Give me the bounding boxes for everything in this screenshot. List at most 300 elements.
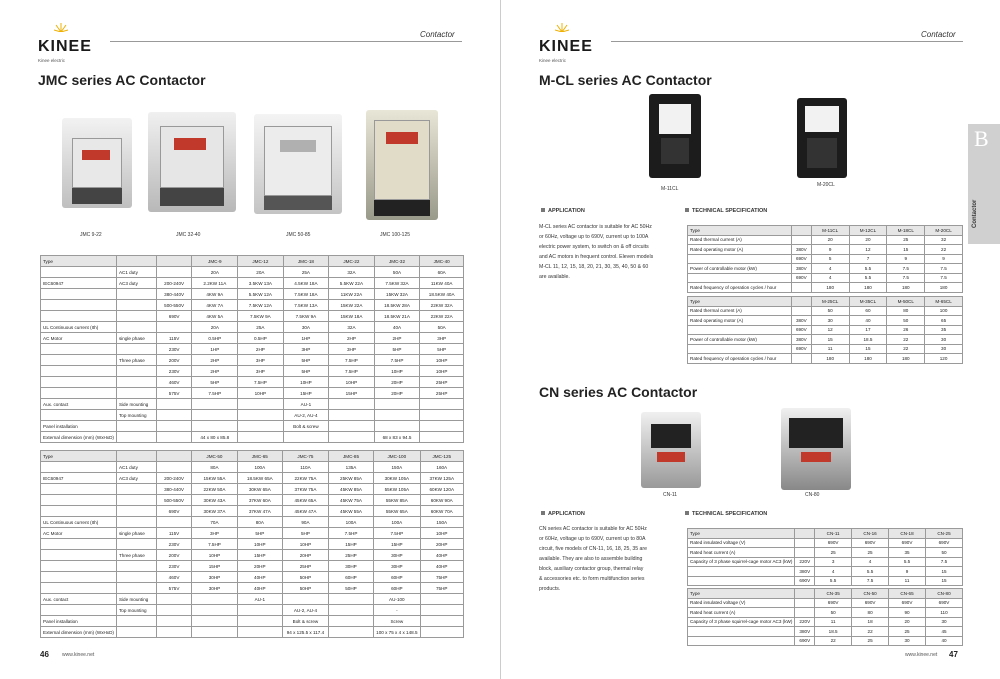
cn-table1-cell: Capacity of 3 phase squirrel-cage motor AC3 (kW) — [688, 557, 795, 567]
jmc-table2-cell — [192, 605, 237, 616]
jmc-table2-cell — [41, 572, 117, 583]
jmc-table2-row — [41, 451, 464, 462]
mcl-table1-cell: 20 — [849, 235, 887, 245]
jmc-table2-cell: 45KW 65A — [283, 495, 329, 506]
jmc-table1-cell: 4.5KW 18A — [283, 278, 329, 289]
cn-table2-cell: 90 — [889, 608, 926, 618]
product-photo-cn11 — [641, 412, 701, 488]
jmc-table1-cell: 2HP — [192, 366, 238, 377]
jmc-table2-cell: 30HP — [374, 561, 420, 572]
cn-table2-row — [688, 627, 963, 637]
jmc-table2-cell — [116, 583, 156, 594]
jmc-table2-cell: 20HP — [420, 539, 463, 550]
cn-table1-cell: 7.5 — [926, 557, 963, 567]
cn-table1-row — [688, 557, 963, 567]
jmc-table1-cell: 30A — [283, 322, 329, 333]
mcl-table2-cell: 65 — [925, 316, 963, 326]
mcl-table1-cell: 5.5 — [849, 264, 887, 274]
jmc-table1-cell: 0.5HP — [192, 333, 238, 344]
jmc-table1-cell — [283, 432, 329, 443]
jmc-table2-cell: 60HP — [374, 583, 420, 594]
jmc-table2-cell: 15HP — [328, 539, 373, 550]
mcl-table2-row — [688, 325, 963, 335]
mcl-table2-cell: 180 — [887, 354, 925, 364]
jmc-table2-cell — [420, 605, 463, 616]
logo-word: KINEE — [38, 38, 92, 55]
mcl-table2-cell: 30 — [925, 335, 963, 345]
jmc-table2-cell: 55KW 65A — [374, 506, 420, 517]
jmc-table1-cell — [116, 311, 156, 322]
jmc-table2-cell: 45KW 55A — [328, 506, 373, 517]
jmc-table1-cell: 3HP — [238, 366, 283, 377]
cn-table1-cell: 35 — [889, 548, 926, 558]
product-photo-jmc32 — [148, 112, 236, 212]
jmc-table1-cell: 1HP — [192, 344, 238, 355]
jmc-table1-cell — [41, 377, 117, 388]
product-photo-jmc50 — [254, 114, 342, 214]
jmc-table2-cell: 30KW 65A — [237, 484, 282, 495]
jmc-table2-cell: JMC-65 — [237, 451, 282, 462]
jmc-table2-cell: Bolt & screw — [283, 616, 329, 627]
jmc-table2-cell: 380-440V — [156, 484, 192, 495]
mcl-table2-cell: 30 — [811, 316, 849, 326]
jmc-table1-cell: 5.5KW 22A — [329, 278, 374, 289]
jmc-table2-cell: 15HP — [192, 561, 237, 572]
jmc-table1-cell — [156, 421, 192, 432]
jmc-table2-cell — [116, 517, 156, 528]
jmc-table2-cell — [328, 616, 373, 627]
jmc-table2-cell: External dimension (mm) (WxHxD) — [41, 627, 117, 638]
jmc-table1-cell: 10HP — [420, 355, 464, 366]
cn-table1-cell: 25 — [852, 548, 889, 558]
mcl-table1-cell: M-18CL — [887, 226, 925, 236]
cn-spec-table-2 — [687, 588, 963, 646]
jmc-table1-cell: 3HP — [420, 333, 464, 344]
tech-spec-heading-mcl: TECHNICAL SPECIFICATION — [685, 208, 767, 214]
kinee-logo — [38, 16, 108, 62]
jmc-table2-cell: AU-2, AU-4 — [283, 605, 329, 616]
mcl-table2-cell: 26 — [887, 325, 925, 335]
cn-table1-cell: 380V — [795, 567, 815, 577]
jmc-table2-cell: Side mounting — [116, 594, 156, 605]
jmc-table1-cell: 3HP — [283, 344, 329, 355]
jmc-table2-cell: AC3 duty — [116, 473, 156, 484]
mcl-table2-cell: M-65CL — [925, 297, 963, 307]
jmc-table2-cell: 30KW 43A — [192, 495, 237, 506]
jmc-table2-cell: JMC-50 — [192, 451, 237, 462]
jmc-table1-cell — [116, 366, 156, 377]
jmc-table1-cell: 230V — [156, 366, 192, 377]
jmc-table2-cell: 30HP — [192, 572, 237, 583]
mcl-table1-cell: 20 — [811, 235, 849, 245]
cn-table1-cell: CN-25 — [926, 529, 963, 539]
jmc-table2-cell — [192, 627, 237, 638]
cn-table2-cell — [795, 598, 815, 608]
mcl-table1-cell: 180 — [849, 283, 887, 293]
jmc-table2-cell: Screw — [374, 616, 420, 627]
cn-table2-cell: 40 — [926, 636, 963, 646]
jmc-table1-cell: 7.5KW 18A — [283, 289, 329, 300]
jmc-table1-row — [41, 333, 464, 344]
jmc-table2-cell: 22KW 50A — [192, 484, 237, 495]
jmc-table1-cell — [192, 399, 238, 410]
jmc-table1-cell: 7.5KW 12A — [238, 300, 283, 311]
jmc-table1-cell — [41, 311, 117, 322]
cn-table2-cell: 18.5 — [815, 627, 852, 637]
mcl-table2-row — [688, 316, 963, 326]
jmc-table1-cell — [116, 256, 156, 267]
jmc-table2-cell: AU-100 — [374, 594, 420, 605]
jmc-table2-cell: 500-550V — [156, 495, 192, 506]
jmc-table2-cell — [283, 594, 329, 605]
jmc-table2-cell — [420, 627, 463, 638]
jmc-table1-cell: Aux. contact — [41, 399, 117, 410]
mcl-table2-cell — [791, 354, 811, 364]
cn-table1-cell: CN-18 — [889, 529, 926, 539]
cn-table1-cell: 690V — [926, 538, 963, 548]
jmc-table2-cell: 230V — [156, 561, 192, 572]
jmc-table1-cell: JMC-32 — [374, 256, 420, 267]
mcl-table1-cell: 180 — [925, 283, 963, 293]
jmc-table2-row — [41, 605, 464, 616]
jmc-table2-cell: 690V — [156, 506, 192, 517]
jmc-table2-cell: 5HP — [237, 528, 282, 539]
jmc-table1-cell: 15KW 22A — [329, 300, 374, 311]
jmc-table2-cell: 90A — [283, 517, 329, 528]
mcl-table2-row — [688, 335, 963, 345]
jmc-table2-cell: 100A — [374, 517, 420, 528]
mcl-table1-cell: 7.5 — [887, 264, 925, 274]
jmc-table1-cell — [329, 410, 374, 421]
jmc-table1-cell: 22KW 22A — [420, 311, 464, 322]
cn-table2-cell: 380V — [795, 627, 815, 637]
jmc-table2-row — [41, 550, 464, 561]
jmc-table1-cell — [41, 366, 117, 377]
cn-table2-cell: CN-80 — [926, 589, 963, 599]
jmc-table1-cell: 32A — [329, 322, 374, 333]
mcl-table1-cell: 9 — [925, 254, 963, 264]
mcl-table2-cell: Rated frequency of operation cycles / hour — [688, 354, 792, 364]
cn-table2-cell: 20 — [889, 617, 926, 627]
jmc-table1-cell: 5HP — [283, 366, 329, 377]
jmc-table2-cell: 575V — [156, 583, 192, 594]
jmc-table1-cell: Three phase — [116, 355, 156, 366]
jmc-table2-cell: 5HP — [283, 528, 329, 539]
mcl-spec-table-2 — [687, 296, 963, 364]
jmc-table2-cell — [328, 594, 373, 605]
jmc-table1-row — [41, 289, 464, 300]
jmc-table1-cell: AC3 duty — [116, 278, 156, 289]
mcl-table2-row — [688, 344, 963, 354]
mcl-table1-cell — [791, 226, 811, 236]
jmc-table1-cell: 7.5HP — [238, 377, 283, 388]
mcl-table2-cell: 15 — [811, 335, 849, 345]
jmc-table1-cell: single phase — [116, 333, 156, 344]
jmc-table1-cell — [116, 344, 156, 355]
jmc-table1-cell — [238, 421, 283, 432]
section-letter: B — [974, 126, 989, 151]
jmc-table1-cell: UL Continuous current (Ith) — [41, 322, 117, 333]
cn-table2-row — [688, 617, 963, 627]
jmc-table2-row — [41, 495, 464, 506]
jmc-table2-cell: 200V — [156, 550, 192, 561]
jmc-table1-row — [41, 300, 464, 311]
jmc-table1-cell: 2HP — [374, 333, 420, 344]
mcl-table2-cell: 15 — [849, 344, 887, 354]
jmc-table1-row — [41, 256, 464, 267]
jmc-table1-cell: 25HP — [420, 377, 464, 388]
jmc-table2-cell: 55KW 85A — [374, 495, 420, 506]
jmc-table2-row — [41, 506, 464, 517]
jmc-table1-cell — [374, 399, 420, 410]
jmc-table1-cell: 7.5HP — [329, 355, 374, 366]
jmc-table2-cell — [328, 627, 373, 638]
jmc-table1-cell — [420, 432, 464, 443]
jmc-table2-cell: 15HP — [374, 539, 420, 550]
jmc-table2-cell — [237, 627, 282, 638]
page-number-left: 46 — [40, 650, 49, 659]
jmc-table1-cell: 7.5KW 13A — [283, 300, 329, 311]
cn-table2-row — [688, 598, 963, 608]
jmc-table2-cell — [156, 616, 192, 627]
cn-table2-row — [688, 636, 963, 646]
jmc-table1-row — [41, 399, 464, 410]
jmc-table1-row — [41, 377, 464, 388]
jmc-table2-cell: 7.5HP — [328, 528, 373, 539]
mcl-table1-cell: M-20CL — [925, 226, 963, 236]
cn-table1-cell: Rated insulated voltage (V) — [688, 538, 795, 548]
jmc-table1-cell: JMC-18 — [283, 256, 329, 267]
cn-table1-row — [688, 538, 963, 548]
jmc-table2-cell: 10HP — [283, 539, 329, 550]
jmc-table1-cell — [41, 355, 117, 366]
caption-cn80: CN-80 — [805, 492, 820, 498]
mcl-spec-table-1 — [687, 225, 963, 293]
jmc-table2-row — [41, 572, 464, 583]
jmc-table2-cell — [116, 539, 156, 550]
jmc-table2-cell: 50HP — [328, 583, 373, 594]
jmc-table1-cell: 2.2KW 11A — [192, 278, 238, 289]
jmc-table2-cell: 37KW 60A — [237, 495, 282, 506]
jmc-table2-cell: 30KW 37A — [192, 506, 237, 517]
jmc-table2-cell: 150A — [420, 517, 463, 528]
application-text-cn: CN series AC contactor is suitable for AC 50Hz or 60Hz, voltage up to 690V, current up to 80A circuit, five models of CN-11, 16, 18, 25, 35 are available. They are also to assemble building block, auxiliary contactor group, thermal relay & accessories etc. to form multifunction series products. — [539, 526, 648, 592]
jmc-spec-table-1 — [40, 255, 464, 443]
jmc-table1-cell: 60A — [420, 267, 464, 278]
mcl-table1-cell: 7 — [849, 254, 887, 264]
jmc-table1-cell — [238, 410, 283, 421]
jmc-table1-cell — [41, 344, 117, 355]
mcl-table1-cell: 9 — [811, 245, 849, 255]
jmc-table1-cell — [41, 289, 117, 300]
jmc-table1-cell: 15KW 32A — [374, 289, 420, 300]
jmc-table1-cell: 7.5KW 32A — [374, 278, 420, 289]
jmc-table1-cell: 7.5HP — [374, 355, 420, 366]
jmc-table1-cell: 4KW 7A — [192, 300, 238, 311]
jmc-table2-cell — [41, 484, 117, 495]
jmc-table1-cell: 0.5HP — [238, 333, 283, 344]
jmc-table2-row — [41, 594, 464, 605]
jmc-table2-cell: 45KW 47A — [283, 506, 329, 517]
header-section: Contactor — [420, 30, 455, 39]
jmc-table1-cell: 20A — [238, 267, 283, 278]
mcl-table2-cell: 60 — [849, 306, 887, 316]
tech-spec-heading-cn: TECHNICAL SPECIFICATION — [685, 511, 767, 517]
jmc-table2-cell — [192, 594, 237, 605]
cn-table2-row — [688, 589, 963, 599]
jmc-table1-cell: 5.5KW 12A — [238, 289, 283, 300]
footer-url-right: www.kinee.net — [905, 652, 938, 658]
header-section: Contactor — [921, 30, 956, 39]
jmc-table1-cell: AC Motor — [41, 333, 117, 344]
jmc-table1-cell: 7.5HP — [192, 388, 238, 399]
jmc-table1-cell — [156, 410, 192, 421]
jmc-table1-cell: AU-2, AU-4 — [283, 410, 329, 421]
jmc-table2-cell — [116, 495, 156, 506]
cn-table1-cell: 11 — [889, 576, 926, 586]
jmc-table2-row — [41, 627, 464, 638]
jmc-table2-cell: 37KW 75A — [283, 484, 329, 495]
cn-table1-cell: 690V — [889, 538, 926, 548]
cn-table1-cell — [688, 567, 795, 577]
mcl-table1-cell: M-12CL — [849, 226, 887, 236]
jmc-table2-cell — [420, 616, 463, 627]
logo-subtitle: Kinee electric — [539, 58, 567, 63]
jmc-table1-cell — [156, 256, 192, 267]
jmc-table1-cell: Side mounting — [116, 399, 156, 410]
section-tab-label: Contactor — [972, 199, 978, 228]
jmc-table2-cell — [156, 462, 192, 473]
application-text-mcl: M-CL series AC contactor is suitable for AC 50Hz or 60Hz, voltage up to 690V, current up to 100A electric power system, to switch on & off circuits and AC motors in frequent control. Eleven models M-CL 11, 12, 15, 18, 20, 21, 30, 35, 40, 50 & 60 are available. — [539, 224, 654, 280]
jmc-table2-cell: 75HP — [420, 583, 463, 594]
logo-subtitle: Kinee electric — [38, 58, 66, 63]
mcl-table2-cell: 22 — [887, 335, 925, 345]
cn-table1-row — [688, 529, 963, 539]
cn-table2-cell — [795, 608, 815, 618]
jmc-table2-cell — [156, 451, 192, 462]
jmc-table2-cell: AC1 duty — [116, 462, 156, 473]
product-photo-m20cl — [797, 98, 847, 178]
jmc-table2-cell: 50HP — [283, 572, 329, 583]
jmc-table2-cell: 230V — [156, 539, 192, 550]
jmc-table1-cell — [192, 421, 238, 432]
jmc-table2-cell: 80A — [237, 517, 282, 528]
mcl-table1-cell — [791, 283, 811, 293]
mcl-table1-row — [688, 264, 963, 274]
jmc-table2-cell: Aux. contact — [41, 594, 117, 605]
jmc-table2-cell: JMC-75 — [283, 451, 329, 462]
mcl-table1-cell: 12 — [849, 245, 887, 255]
jmc-table2-cell: 94 x 125.5 x 117.4 — [283, 627, 329, 638]
jmc-table1-row — [41, 388, 464, 399]
mcl-table2-cell — [688, 344, 792, 354]
jmc-table2-cell — [116, 506, 156, 517]
mcl-table1-cell: 690V — [791, 273, 811, 283]
jmc-table2-cell: 7.5HP — [374, 528, 420, 539]
mcl-table1-row — [688, 245, 963, 255]
jmc-table1-cell: 5HP — [192, 377, 238, 388]
application-heading-cn: APPLICATION — [541, 511, 585, 517]
mcl-table2-cell: 50 — [887, 316, 925, 326]
jmc-table2-cell: 40HP — [420, 550, 463, 561]
jmc-table1-cell: 3.5KW 13A — [238, 278, 283, 289]
mcl-table2-cell: 35 — [925, 325, 963, 335]
section-tab — [968, 124, 1000, 244]
jmc-table2-cell: 30HP — [192, 583, 237, 594]
header-rule — [611, 41, 963, 42]
cn-table2-cell — [688, 636, 795, 646]
cn-table1-cell: 7.5 — [852, 576, 889, 586]
page-title: JMC series AC Contactor — [38, 72, 206, 88]
jmc-table2-cell — [192, 616, 237, 627]
cn-table2-cell: Type — [688, 589, 795, 599]
jmc-table1-cell: 200-240V — [156, 278, 192, 289]
application-heading-mcl: APPLICATION — [541, 208, 585, 214]
mcl-table2-cell: 380V — [791, 335, 811, 345]
mcl-table2-cell: 690V — [791, 344, 811, 354]
jmc-table2-cell: IEC60947 — [41, 473, 117, 484]
jmc-table2-cell: 70A — [192, 517, 237, 528]
mcl-table1-cell: 4 — [811, 273, 849, 283]
jmc-table1-cell — [116, 289, 156, 300]
jmc-table1-cell: External dimension (mm) (WxHxD) — [41, 432, 117, 443]
jmc-table2-cell: JMC-85 — [328, 451, 373, 462]
jmc-table2-cell — [41, 506, 117, 517]
jmc-table1-cell — [238, 432, 283, 443]
mcl-table2-cell — [791, 297, 811, 307]
jmc-table2-cell: 20HP — [237, 561, 282, 572]
cn-table2-cell: 220V — [795, 617, 815, 627]
cn-table1-cell: 5.5 — [889, 557, 926, 567]
mcl-table1-cell: Rated operating motor (A) — [688, 245, 792, 255]
mcl-title: M-CL series AC Contactor — [539, 72, 712, 88]
jmc-table2-cell: 30HP — [328, 561, 373, 572]
jmc-table1-cell: JMC-22 — [329, 256, 374, 267]
jmc-table2-cell: 37KW 47A — [237, 506, 282, 517]
jmc-table2-cell — [420, 594, 463, 605]
jmc-table2-cell: 30KW 105A — [374, 473, 420, 484]
jmc-table2-cell: 80A — [192, 462, 237, 473]
jmc-table2-cell: 100 x 75 x 4 x 148.5 — [374, 627, 420, 638]
jmc-table2-cell: 60KW 120A — [420, 484, 463, 495]
mcl-table1-row — [688, 226, 963, 236]
cn-table1-cell: CN-16 — [852, 529, 889, 539]
jmc-table2-cell: 25HP — [283, 561, 329, 572]
mcl-table1-cell: 380V — [791, 264, 811, 274]
jmc-table2-cell: 10HP — [420, 528, 463, 539]
jmc-table1-cell: 20HP — [374, 377, 420, 388]
cn-table1-cell — [688, 576, 795, 586]
mcl-table2-cell: 180 — [811, 354, 849, 364]
mcl-table1-cell: 7.5 — [925, 264, 963, 274]
mcl-table2-cell: Type — [688, 297, 792, 307]
jmc-table1-row — [41, 410, 464, 421]
jmc-table2-cell: 40HP — [237, 583, 282, 594]
jmc-table1-cell: 460V — [156, 377, 192, 388]
mcl-table2-cell — [791, 306, 811, 316]
jmc-table2-cell — [41, 539, 117, 550]
cn-table2-cell: 690V — [815, 598, 852, 608]
jmc-table1-cell: AC1 duty — [116, 267, 156, 278]
mcl-table1-row — [688, 254, 963, 264]
jmc-table1-cell — [156, 399, 192, 410]
mcl-table2-cell: 18.5 — [849, 335, 887, 345]
caption-jmc50: JMC 50-85 — [286, 232, 311, 238]
mcl-table2-row — [688, 297, 963, 307]
jmc-table1-cell: 50A — [420, 322, 464, 333]
header-rule — [110, 41, 462, 42]
cn-title: CN series AC Contactor — [539, 384, 698, 400]
